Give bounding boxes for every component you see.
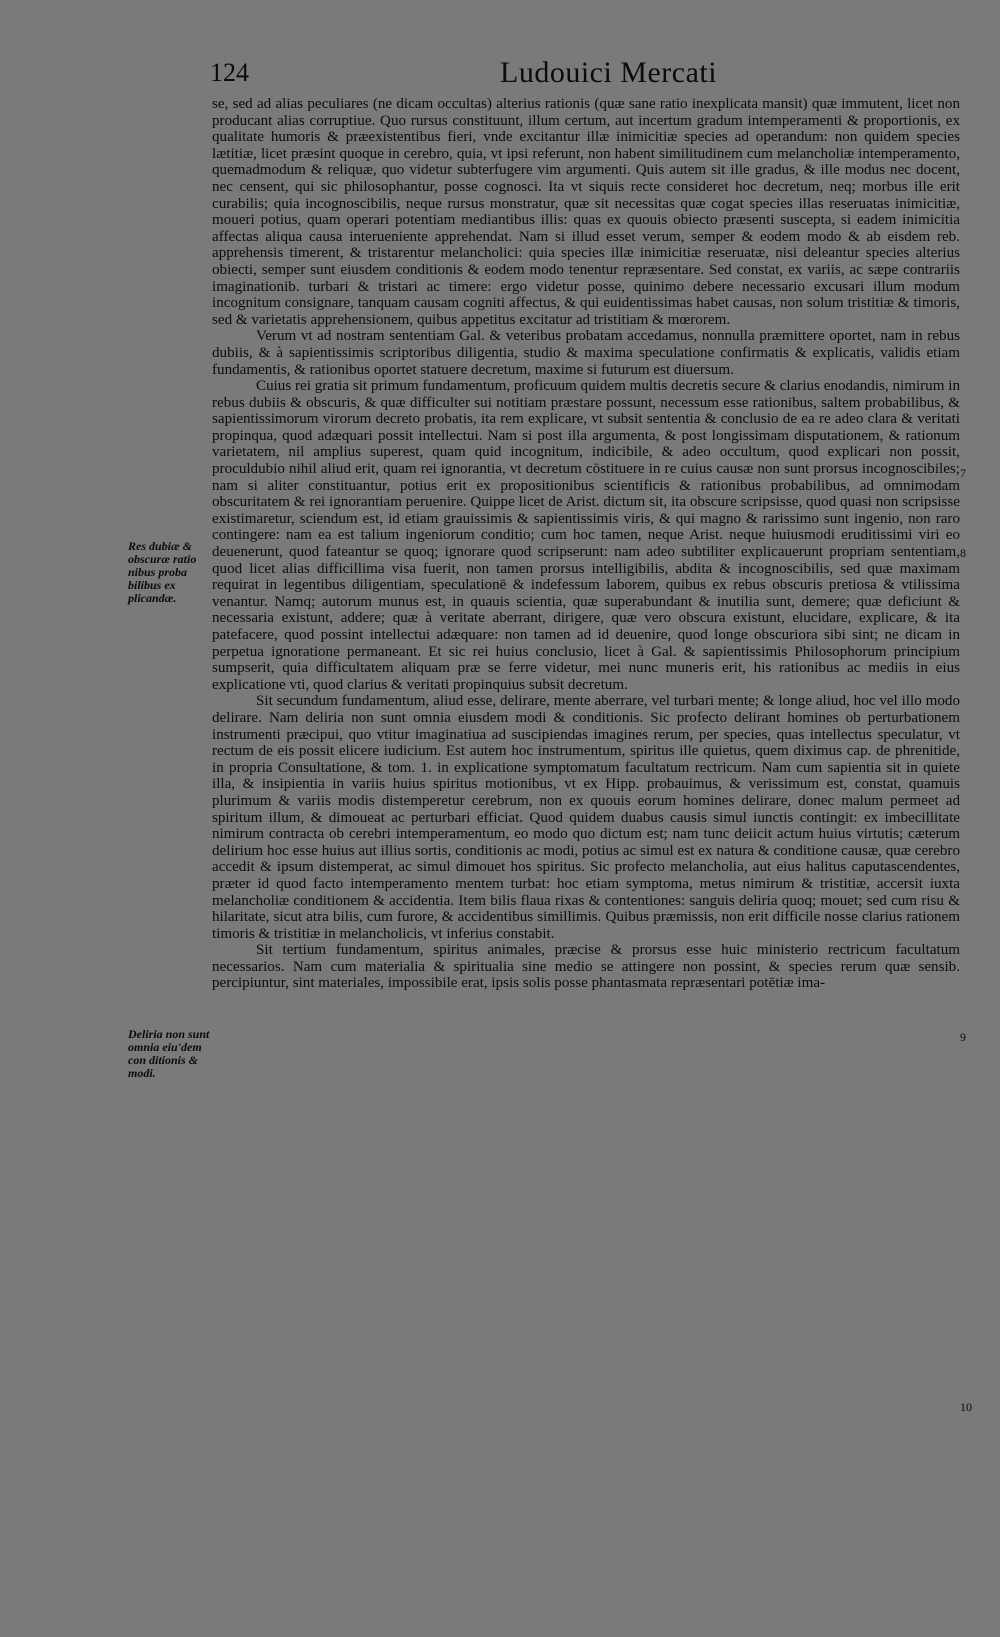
paragraph-2: Verum vt ad nostram sententiam Gal. & veteribus probatam accedamus, nonnulla præmittere oportet, nam in rebus dubiis, & à sapientissimis scriptoribus diligentia, studio & maxima speculatione confirmatis & explicatis, validis etiam fundamentis, & rationibus oportet statuere decretum, maxime si futurum est diuersum. bbox=[212, 328, 960, 378]
section-number-10: 10 bbox=[960, 1400, 972, 1414]
section-number-8: 8 bbox=[960, 546, 966, 560]
margin-note-2: Deliria non sunt omnia eiu'dem con ditionis & modi. bbox=[128, 1027, 210, 1080]
page-number: 124 bbox=[210, 58, 249, 87]
main-text-block bbox=[212, 96, 960, 992]
paragraph-1: se, sed ad alias peculiares (ne dicam occultas) alterius rationis (quæ sane ratio inexplicata mansit) quæ immutent, licet non producant alias corruptiue. Quo rursus constituunt, illum certum, aut incertum gradum intemperamenti & proportionis, ex qualitate humoris & præexistentibus fieri, vnde excitantur illæ inimicitiæ species ad operandum: non quidem species lætitiæ, licet præsint quoque in cerebro, quia, vt ipsi referunt, non habent similitudinem cum melancholiæ intemperamento, quemadmodum & reliquæ, quo videtur subterfugere vim argumenti. Quis autem sit ille gradus, & ille modus nec docent, nec censent, qui sic philosophantur, posse cognosci. Ita vt siquis recte consideret hoc decretum, neq; morbus ille erit curabilis; quia incognoscibilis, neque rursus monstratur, quæ sit necessitas quæ cogat species illas reseruatas inimicitiæ, moueri potius, quam operari potentiam mediantibus illis: quas ex quouis obiecto præsenti suscepta, si eadem inimicitia affectas aliqua causa interueniente apprehendat. Nam si illud esset verum, semper & eodem modo & ab eisdem reb. apprehensis timerent, & tristarentur melancholici: quia species illæ inimicitiæ reseruatæ, nisi deleantur species alterius obiecti, semper sunt eiusdem conditionis & eodem modo tenentur repræsentare. Sed constat, ex variis, ac sæpe contrariis imaginationib. turbari & tristari ac timere: ergo videtur posse, quinimo debere necessario excusari illum modum incognitum consignare, tanquam causam cogniti affectus, & qui euidentissimas habet causas, non solum tristitiæ & timoris, sed & varietatis apprehensionem, quibus appetitus excitatur ad tristitiam & mœrorem. bbox=[212, 96, 960, 328]
section-number-9: 9 bbox=[960, 1030, 966, 1044]
margin-note-1: Res dubiæ & obscuræ ratio nibus proba bilibus ex plicandæ. bbox=[128, 539, 197, 605]
paragraph-4: Sit secundum fundamentum, aliud esse, delirare, mente aberrare, vel turbari mente; & longe aliud, hoc vel illo modo delirare. Nam deliria non sunt omnia eiusdem modi & conditionis. Sic profecto delirant homines ob perturbationem instrumenti præcipui, quo vtitur imaginatiua ad suscipiendas imagines rerum, per species, quas intellectus speculatur, vt rectum de eis possit elicere iudicium. Est autem hoc instrumentum, spiritus ille quietus, quem diximus cap. de phrenitide, in propria Consultatione, & tom. 1. in explicatione symptomatum facultatum rectricum. Nam cum sapientia sit in quiete illa, & insipientia in variis huius spiritus motionibus, vt ex Hipp. probauimus, & verissimum est, constat, quamuis plurimum & variis modis distemperetur cerebrum, non ex quouis eorum homines delirare, donec malum permeet ad spiritum illum, & dimoueat ac perturbari efficiat. Quod quidem duabus causis simul iunctis contingit: ex imbecillitate nimirum contracta ob cerebri intemperamentum, eo modo quo dictum est; nam tunc deiicit actum huius virtutis; cæterum delirium hoc esse huius aut illius sortis, conditionis ac modi, potius ac simul est ex natura & conditione causæ, quæ cerebro accedit & ipsum distemperat, ac simul dimouet hos spiritus. Sic profecto melancholia, aut eius halitus caputascendentes, præter id quod facto intemperamento mentem turbat: hoc etiam symptoma, metus nimirum & tristitiæ, accersit iuxta melancholiæ conditionem & accidentia. Item bilis flaua rixas & contentiones: sanguis deliria quoq; mouet; sed cum risu & hilaritate, sicut atra bilis, cum furore, & accidentibus simillimis. Quibus præmissis, non erit difficile nosse clarius rationem timoris & tristitiæ in melancholicis, vt inferius constabit. bbox=[212, 693, 960, 942]
paragraph-3: Cuius rei gratia sit primum fundamentum, proficuum quidem multis decretis secure & clarius enodandis, nimirum in rebus dubiis & obscuris, & quæ difficulter sui notitiam præstare possunt, necessum esse rationibus, saltem probabilibus, & sapientissimorum virorum decreto probatis, ita rem explicare, vt subsit sententia & conclusio de ea re adeo clara & veritati propinqua, quod adæquari possit intellectui. Nam si post illa argumenta, & post longissimam disputationem, & rationum varietatem, nil amplius superest, quam quid incognitum, indicibile, & adeo occultum, quod explicari non possit, proculdubio nihil aliud erit, quam rei ignorantia, vt decretum cōstituere in re cuius causæ non sunt prorsus incognoscibiles; nam si aliter constituantur, potius erit ex propositionibus scientificis & rationibus probabilibus, ad omnimodam obscuritatem & rei ignorantiam peruenire. Quippe licet de Arist. dictum sit, ita obscure scripsisse, quod quasi non scripsisse existimaretur, sciendum est, id etiam grauissimis & sapientissimis viris, & qui magno & rarissimo sunt ingenio, non raro contingere: nam ea est talium ingeniorum conditio; cum hoc tamen, neque Arist. neque huiusmodi eruditissimi viri eo deuenerunt, quod fateantur se quoq; ignorare quod scripserunt: nam adeo subtiliter explicauerunt propriam sententiam, quod licet alias difficillima visa fuerit, non tamen prorsus intelligibilis, abdita & incognoscibilis, sed quæ maximam requirat in legentibus diligentiam, speculationē & indefessum laborem, quibus ex rebus obscuris pretiosa & vtilissima venantur. Namq; autorum munus est, in quauis scientia, quæ superabundant & inutilia sunt, demere; quæ deficiunt & necessaria existunt, addere; quæ à veritate aberrant, dirigere, quæ vero obscura existunt, elucidare, explicare, & ita patefacere, quod possint intellectui adæquare: non tamen ad id deuenire, quod longe obscuriora sibi sint; ne dicam in perpetua ignoratione permaneant. Et sic rei huius conclusio, licet à Gal. & sapientissimis Philosophorum principium sumpserit, quia difficultatem aliquam præ se ferre videtur, mei nunc muneris erit, his rationibus ac mediis in eius explicatione vti, quod clarius & veritati propinquius subsit decretum. bbox=[212, 378, 960, 693]
paragraph-5: Sit tertium fundamentum, spiritus animales, præcise & prorsus esse huic ministerio rectricum facultatum necessarios. Nam cum materialia & spiritualia sine medio se attingere non possint, & species rerum quæ sensib. percipiuntur, sint materiales, impossibile erat, ipsis solis posse phantasmata repræsentari potētiæ ima- bbox=[212, 942, 960, 992]
running-title: Ludouici Mercati bbox=[500, 56, 718, 89]
section-number-7: 7 bbox=[960, 466, 966, 480]
